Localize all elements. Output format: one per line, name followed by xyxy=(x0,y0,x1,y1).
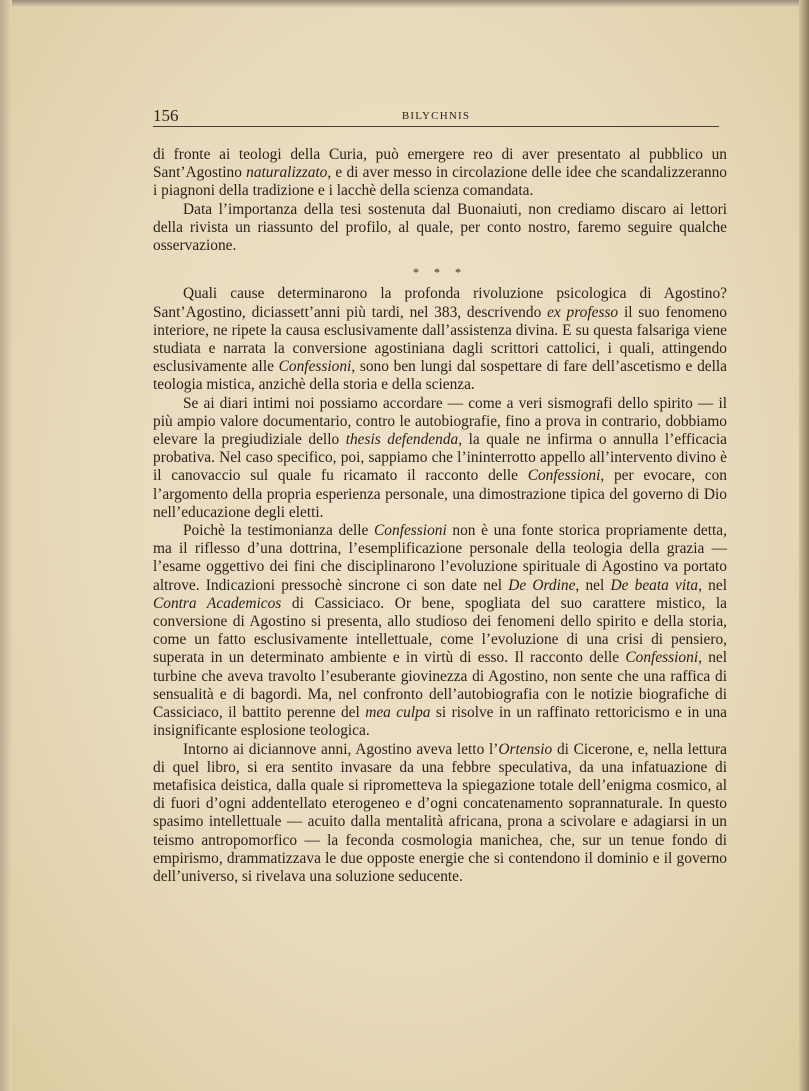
italic-term: thesis defendenda xyxy=(345,431,459,449)
italic-term: De beata vita xyxy=(610,576,699,594)
italic-term: ex professo xyxy=(547,303,619,321)
italic-term: Confessioni xyxy=(278,358,352,376)
italic-term: Confessioni xyxy=(374,522,447,540)
page-left-edge xyxy=(0,0,12,1091)
italic-term: Contra Academicos xyxy=(153,594,282,612)
paragraph: di fronte ai teologi della Curia, può emergere reo di aver presentato al pubblico un Sant’Agostino naturalizzato, e di aver messo in circolazione delle idee che scandalizzeranno i piagnoni della tradizione e i lacchè della scienza comandata. xyxy=(153,146,727,200)
running-head: BILYCHNIS xyxy=(401,110,471,122)
body-text xyxy=(153,146,727,886)
page-header xyxy=(153,106,719,126)
paragraph: Se ai diari intimi noi possiamo accordare — come a veri sismografi dello spirito — il più ampio valore documentario, contro le autobiografie, fino a prova in contrario, dobbiamo elevare la pregiudiziale dello thesis defendenda, la quale ne infirma o annulla l’efficacia probativa. Nel caso specifico, poi, sappiamo che l’ininterrotto appello all’intervento divino è il canovaccio sul quale fu ricamato il racconto delle Confessioni, per evocare, con l’argomento della propria esperienza personale, una dimostrazione tipica del governo di Dio nell’educazione degli eletti. xyxy=(153,394,727,521)
paragraph: Intorno ai diciannove anni, Agostino aveva letto l’Ortensio di Cicerone, e, nella lettura di quel libro, si era sentito invasare da una febbre speculativa, da una infatuazione di metafisica deistica, dalla quale si riprometteva la spiegazione totale dell’enigma cosmico, al di fuori d’ogni addentellato eterogeneo e d’ogni concatenamento soprannaturale. In questo spasimo intellettuale — acuito dalla mentalità africana, prona a scivolare e adagiarsi in un teismo antropomorfico — la feconda cosmologia manichea, che, sur un tenue fondo di empirismo, drammatizzava le due opposte energie che si contendono il dominio e il governo dell’universo, si rivelava una soluzione seducente. xyxy=(153,740,727,885)
paragraphs-after-break xyxy=(153,285,727,886)
italic-term: De Ordine xyxy=(508,576,576,594)
page-right-edge xyxy=(799,0,809,1091)
italic-term: mea culpa xyxy=(365,704,431,722)
italic-term: Confessioni xyxy=(625,649,699,667)
italic-term: Ortensio xyxy=(498,740,553,758)
page-top-edge xyxy=(0,0,809,8)
italic-term: naturalizzato xyxy=(246,164,328,182)
paragraph: Quali cause determinarono la profonda rivoluzione psicologica di Agostino? Sant’Agostino, diciassett’anni più tardi, nel 383, descrivendo ex professo il suo fenomeno interiore, ne ripete la causa esclusivamente dall’assistenza divina. E su questa falsariga viene studiata e narrata la conversione agostiniana dagli scrittori cattolici, i quali, attingendo esclusivamente alle Confessioni, sono ben lungi dal sospettare di fare dell’ascetismo e della teologia mistica, anzichè della storia e della scienza. xyxy=(153,285,728,394)
paragraph: Poichè la testimonianza delle Confessioni non è una fonte storica propriamente detta, ma il riflesso d’una dottrina, l’esemplificazione personale della teologia della grazia — l’esame oggettivo dei fini che disciplinarono l’evoluzione spirituale di Agostino va portato altrove. Indicazioni pressochè sincrone ci son date nel De Ordine, nel De beata vita, nel Contra Academicos di Cassiciaco. Or bene, spogliata del suo carattere mistico, la conversione di Agostino si presenta, allo studioso dei fenomeni dello spirito e della storia, come un fatto esclusivamente intellettuale, come l’evoluzione di una crisi di pensiero, superata in un determinato ambiente e in virtù di esso. Il racconto delle Confessioni, nel turbine che aveva travolto l’esuberante giovinezza di Agostino, non sente che una raffica di sensualità e di bagordi. Ma, nel confronto dell’autobiografia con le notizie biografiche di Cassiciaco, il battito perenne del mea culpa si risolve in un raffinato rettoricismo e in una insignificante esplosione teologica. xyxy=(153,522,728,740)
page-number: 156 xyxy=(153,106,179,125)
header-rule xyxy=(153,126,719,127)
paragraph: Data l’importanza della tesi sostenuta dal Buonaiuti, non crediamo discaro ai lettori della rivista un riassunto del profilo, al quale, per conto nostro, faremo seguire qualche osservazione. xyxy=(153,200,727,255)
paragraphs-before-break xyxy=(153,146,727,255)
italic-term: Confessioni xyxy=(527,467,601,485)
section-break: * * * xyxy=(413,265,467,280)
